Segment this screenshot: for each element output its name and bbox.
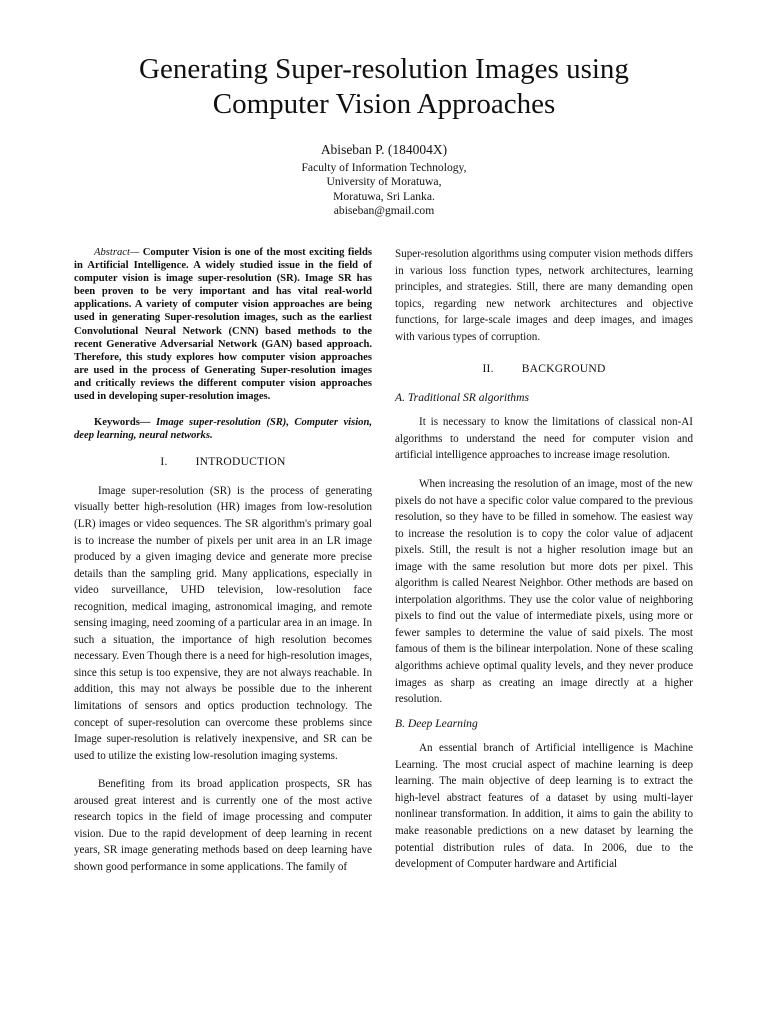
title-line-2: Computer Vision Approaches [212,88,556,120]
keywords-label: Keywords— [94,417,151,429]
affiliation-line: Moratuwa, Sri Lanka. [333,189,435,203]
section-title: BACKGROUND [521,362,606,376]
abstract [74,246,372,403]
title-line-1: Generating Super-resolution Images using [139,53,629,85]
section-number: II. [482,362,494,376]
background-paragraph-b1: An essential branch of Artificial intelligence is Machine Learning. The most crucial aspect of machine learning is deep learning. The main objective of deep learning is to extract the high-level abstract features of a dataset by using multi-layer nonlinear transformation. In addition, it aims to gain the ability to make reasonable predictions on a new dataset by learning the potential distribution rules of data. In 2006, due to the development of Computer hardware and Artificial [395,742,693,871]
paper-title [60,52,708,122]
intro-paragraph-1: Image super-resolution (SR) is the process of generating visually better high-resolution (HR) images from low-resolution (LR) images or video sequences. The SR algorithm's primary goal is to increase the number of pixels per unit area in an LR image produced by a given imaging device and generate more precise details than the sampling grid. Many applications, especially in video surveillance, UHD television, low-resolution face recognition, medical imaging, astronomical imaging, and remote sensing imaging, need zooming of a particular area in an image. In such a situation, the importance of high resolution becomes necessary. Even Though there is a need for high-resolution images, since this setup is too expensive, they are not always reachable. In addition, this may not always be possible due to the inherent limitations of sensors and optics production technology. The concept of super-resolution can overcome these problems since Image super-resolution is relatively inexpensive, and SR can be used to utilize the existing low-resolution imaging systems. [74,484,372,762]
intro-paragraph-2-continued: Super-resolution algorithms using computer vision methods differs in various loss function types, network architectures, learning principles, and strategies. Still, there are many demanding open topics, regarding new network architectures and objective functions, for large-scale images and deep images, and images with various types of corruption. [395,248,693,343]
left-column [74,246,372,875]
intro-paragraph-2: Benefiting from its broad application prospects, SR has aroused great interest and is currently one of the most active research topics in the field of image processing and computer vision. Due to the rapid development of deep learning in recent years, SR image generating methods based on deep learning have shown good performance in some applications. The family of [74,778,372,873]
author-affiliation [0,161,768,218]
section-title: INTRODUCTION [195,455,286,469]
keywords-text: Image super-resolution (SR), Computer vision, deep learning, neural networks. [74,417,372,442]
section-heading-introduction [74,454,372,471]
background-paragraph-a2: When increasing the resolution of an image, most of the new pixels do not have a specific color value compared to the previous resolution, so they have to be filled in somehow. The easiest way to increase the resolution is to copy the color value of adjacent pixels. Still, the result is not a higher resolution image but an image with the same resolution but more dots per pixel. This algorithm is called Nearest Neighbor. Other methods are based on interpolation algorithms. They use the color value of neighboring pixels to find out the value of intermediate pixels, using more or fewer samples to determine the value of said pixels. The most famous of them is the bilinear interpolation. None of these scaling algorithms achieve optimal quality levels, and they never produce images as sharp as creating an image directly at a higher resolution. [395,478,693,706]
right-column [395,246,693,873]
keywords [74,416,372,442]
affiliation-line: Faculty of Information Technology, [301,161,467,174]
affiliation-line: University of Moratuwa, [326,175,442,189]
abstract-text: Computer Vision is one of the most exciting fields in Artificial Intelligence. A widely studied issue in the field of computer vision is image super-resolution (SR). Image SR has been proven to be very important and has vital real-world applications. A variety of computer vision approaches are being used in generating Super-resolution images, such as the earliest Convolutional Neural Network (CNN) based methods to the recent Generative Adversarial Network (GAN) based approach. Therefore, this study explores how computer vision approaches are used in the process of Generating Super-resolution images and critically reviews the different computer vision approaches used in developing super-resolution images. [74,247,372,403]
author-name: Abiseban P. (184004X) [320,142,448,157]
section-heading-background [395,361,693,378]
author-email: abiseban@gmail.com [333,203,435,217]
subsection-heading-traditional: A. Traditional SR algorithms [395,390,529,404]
section-number: I. [160,455,168,469]
subsection-heading-deep-learning: B. Deep Learning [395,716,478,730]
background-paragraph-a1: It is necessary to know the limitations of classical non-AI algorithms to understand the need for computer vision and artificial intelligence approaches to increase image resolution. [395,416,693,462]
abstract-label: Abstract— [94,247,140,258]
